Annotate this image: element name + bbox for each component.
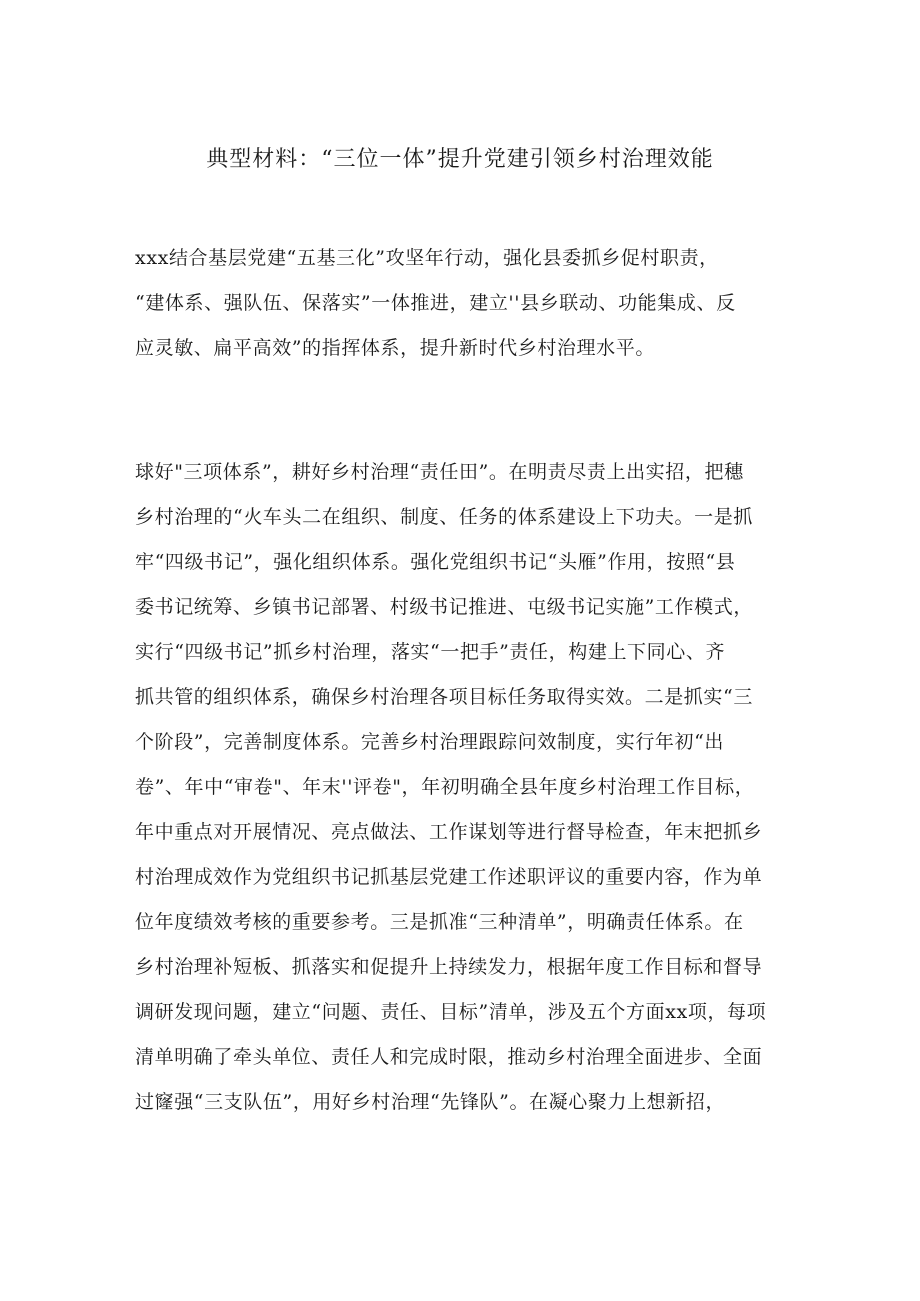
- paragraph-line: 委书记统筹、乡镇书记部署、村级书记推进、屯级书记实施”工作模式，: [135, 596, 753, 618]
- paragraph-line: 球好"三项体系”，耕好乡村治理“责任田”。在明责尽责上出实招，把穗: [135, 461, 744, 483]
- paragraph-line: 乡村治理补短板、抓落实和促提升上持续发力，根据年度工作目标和督导: [135, 956, 763, 978]
- paragraph-line: xxx结合基层党建“五基三化”攻坚年行动，强化县委抓乡促村职责，: [135, 247, 719, 269]
- paragraph-line: 实行“四级书记”抓乡村治理，落实“一把手”责任，构建上下同心、齐: [135, 641, 726, 663]
- paragraph-line: “建体系、强队伍、保落实”一体推进，建立''县乡联动、功能集成、反: [135, 292, 736, 314]
- paragraph-body: [135, 450, 795, 1125]
- paragraph-line: 村治理成效作为党组织书记抓基层党建工作述职评议的重要内容，作为单: [135, 866, 763, 888]
- paragraph-line: 调研发现问题，建立“问题、责任、目标”清单，涉及五个方面xx项，每项: [135, 1001, 767, 1023]
- document-title: 典型材料：“三位一体”提升党建引领乡村治理效能: [206, 147, 714, 172]
- paragraph-line: 乡村治理的“火车头二在组织、制度、任务的体系建设上下功夫。一是抓: [135, 506, 753, 528]
- paragraph-intro: [135, 236, 795, 371]
- paragraph-line: 卷”、年中“审卷"、年末''评卷"，年初明确全县年度乡村治理工作目标，: [135, 776, 755, 798]
- paragraph-line: 年中重点对开展情况、亮点做法、工作谋划等进行督导检查，年末把抓乡: [135, 821, 763, 843]
- paragraph-line: 应灵敏、扁平高效”的指挥体系，提升新时代乡村治理水平。: [135, 337, 655, 359]
- paragraph-line: 位年度绩效考核的重要参考。三是抓准“三种清单”，明确责任体系。在: [135, 911, 744, 933]
- paragraph-line: 牢“四级书记”，强化组织体系。强化党组织书记“头雁”作用，按照“县: [135, 551, 736, 573]
- paragraph-line: 抓共管的组织体系，确保乡村治理各项目标任务取得实效。二是抓实“三: [135, 686, 753, 708]
- paragraph-line: 过窿强“三支队伍”，用好乡村治理“先锋队”。在凝心聚力上想新招，: [135, 1091, 726, 1113]
- paragraph-line: 个阶段”，完善制度体系。完善乡村治理跟踪问效制度，实行年初“出: [135, 731, 725, 753]
- paragraph-line: 清单明确了牵头单位、责任人和完成时限，推动乡村治理全面进步、全面: [135, 1046, 763, 1068]
